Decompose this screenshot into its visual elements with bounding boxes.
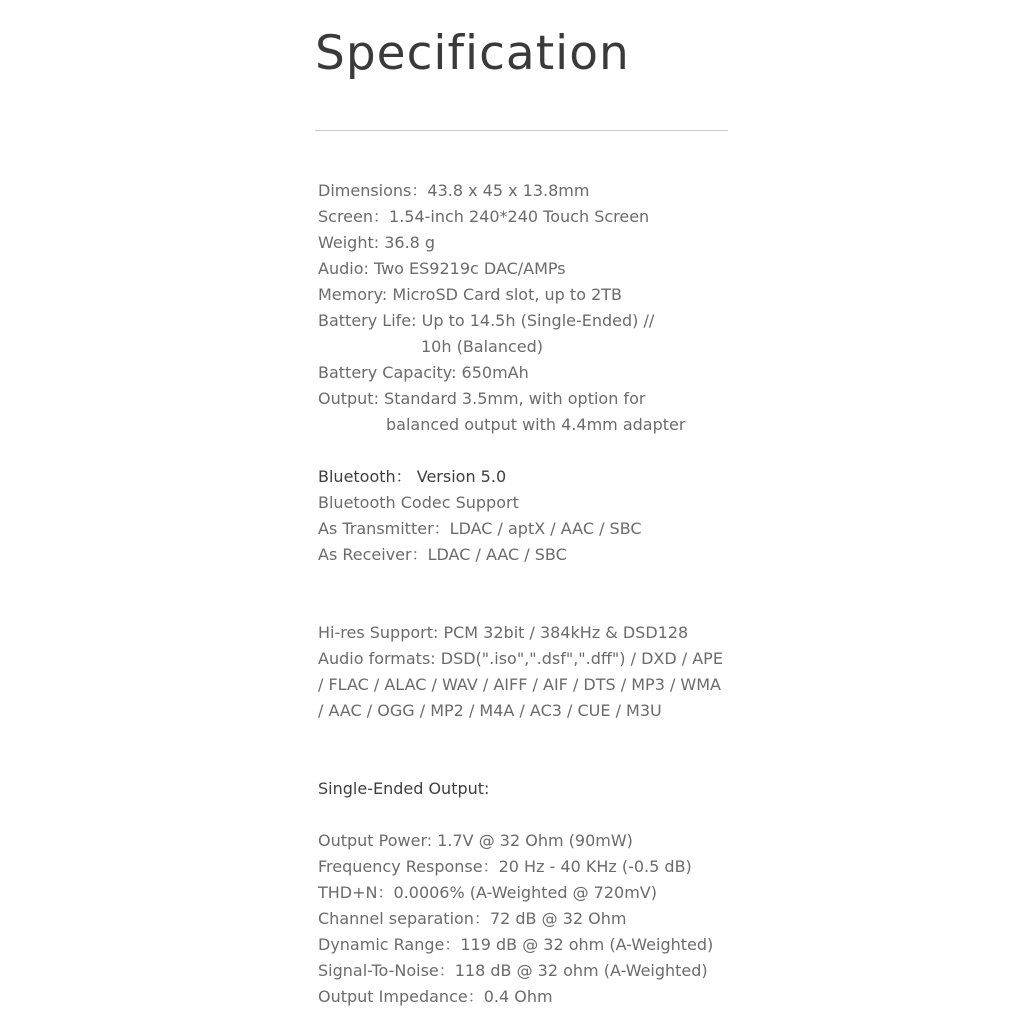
spec-memory: Memory: MicroSD Card slot, up to 2TB: [318, 285, 622, 304]
hires-support: Hi-res Support: PCM 32bit / 384kHz & DSD128: [318, 623, 689, 642]
spec-weight: Weight: 36.8 g: [318, 233, 436, 252]
spec-audio: Audio: Two ES9219c DAC/AMPs: [318, 259, 566, 278]
spec-output-power: Output Power: 1.7V @ 32 Ohm (90mW): [318, 831, 633, 850]
spec-dynamic-range: Dynamic Range：119 dB @ 32 ohm (A-Weighted): [318, 935, 714, 954]
spec-battery-life: Battery Life: Up to 14.5h (Single-Ended) //: [318, 311, 655, 330]
spec-frequency-response: Frequency Response：20 Hz - 40 KHz (-0.5 dB): [318, 857, 692, 876]
spec-signal-to-noise: Signal-To-Noise：118 dB @ 32 ohm (A-Weighted): [318, 961, 708, 980]
bluetooth-receiver: As Receiver：LDAC / AAC / SBC: [318, 545, 567, 564]
bluetooth-version: Bluetooth： Version 5.0: [318, 467, 507, 486]
spec-output: Output: Standard 3.5mm, with option for: [318, 389, 646, 408]
page-title: Specification: [315, 26, 630, 81]
spec-dimensions: Dimensions：43.8 x 45 x 13.8mm: [318, 181, 590, 200]
title-divider: [315, 130, 728, 131]
spec-thd-n: THD+N：0.0006% (A-Weighted @ 720mV): [318, 883, 657, 902]
spec-channel-separation: Channel separation：72 dB @ 32 Ohm: [318, 909, 627, 928]
spec-screen: Screen：1.54-inch 240*240 Touch Screen: [318, 207, 650, 226]
spec-output-continued: balanced output with 4.4mm adapter: [386, 415, 686, 434]
single-ended-heading: Single-Ended Output:: [318, 779, 490, 798]
spec-battery-capacity: Battery Capacity: 650mAh: [318, 363, 529, 382]
bluetooth-transmitter: As Transmitter：LDAC / aptX / AAC / SBC: [318, 519, 642, 538]
bluetooth-codec-support: Bluetooth Codec Support: [318, 493, 519, 512]
spec-output-impedance: Output Impedance：0.4 Ohm: [318, 987, 553, 1006]
audio-formats-line-3: / AAC / OGG / MP2 / M4A / AC3 / CUE / M3U: [318, 701, 662, 720]
audio-formats-line-2: / FLAC / ALAC / WAV / AIFF / AIF / DTS / MP3 / WMA: [318, 675, 721, 694]
audio-formats: Audio formats: DSD(".iso",".dsf",".dff") / DXD / APE: [318, 649, 723, 668]
spec-battery-life-continued: 10h (Balanced): [421, 337, 544, 356]
